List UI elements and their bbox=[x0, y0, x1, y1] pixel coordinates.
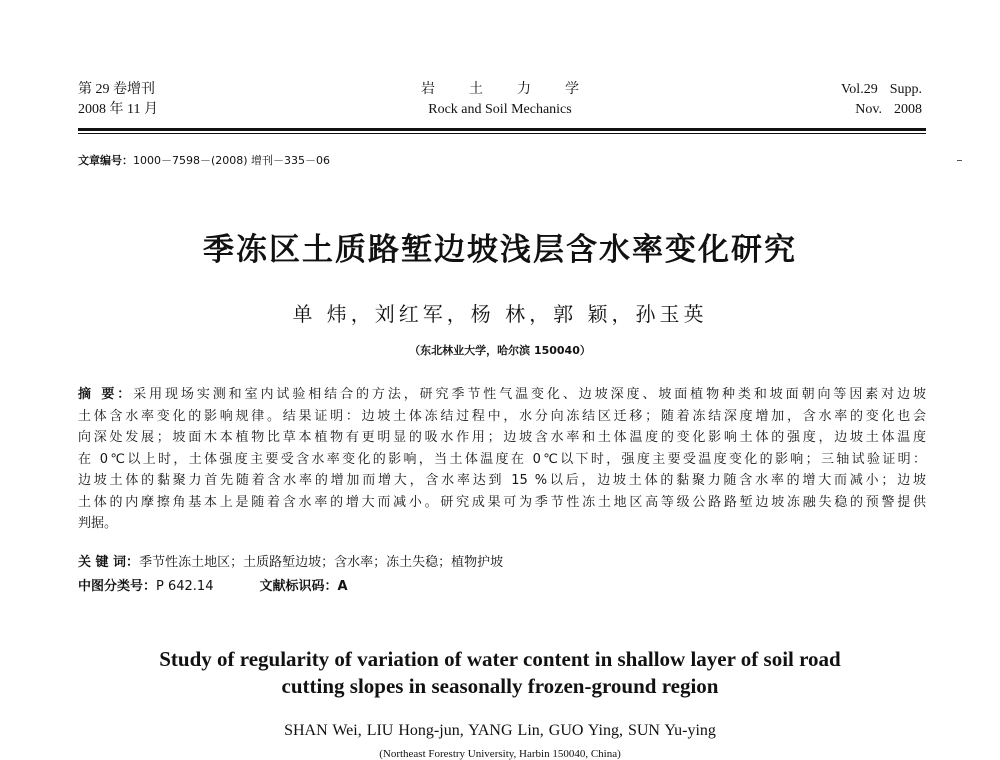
article-number-label: 文章编号： bbox=[78, 154, 133, 167]
clc-value: P 642.14 bbox=[156, 579, 214, 594]
header-issue-info bbox=[841, 80, 922, 120]
title-cn: 季冻区土质路堑边坡浅层含水率变化研究 bbox=[203, 232, 797, 268]
affiliation-en: (Northeast Forestry University, Harbin 150040, China) bbox=[379, 748, 621, 760]
abstract-line: 摘 要：采用现场实测和室内试验相结合的方法，研究季节性气温变化、边坡深度、坡面植物种类和坡面朝向等因素对边坡 bbox=[78, 387, 926, 402]
header-rule-thick bbox=[78, 128, 926, 131]
header-volume-cn: 第 29 卷增刊 bbox=[78, 82, 155, 97]
article-number bbox=[78, 152, 330, 168]
keywords bbox=[78, 551, 503, 570]
header-journal-name bbox=[300, 80, 700, 120]
title-en-line2: cutting slopes in seasonally frozen-ground region bbox=[281, 674, 719, 698]
doc-code-value: A bbox=[337, 579, 348, 594]
abstract-line: 在 0℃以上时，土体强度主要受含水率变化的影响，当土体温度在 0℃以下时，强度主要受温度变化的影响；三轴试验证明： bbox=[78, 451, 926, 467]
header-date-cn: 2008 年 11 月 bbox=[78, 102, 158, 117]
header-volume-info bbox=[78, 80, 158, 120]
header-month-en: Nov. bbox=[855, 102, 882, 117]
header-rule-thin bbox=[78, 133, 926, 134]
header-journal-en: Rock and Soil Mechanics bbox=[428, 102, 572, 117]
header-year-en: 2008 bbox=[894, 102, 922, 117]
header-journal-cn: 岩土力学 bbox=[421, 82, 613, 97]
keywords-value: 季节性冻土地区；土质路堑边坡；含水率；冻土失稳；植物护坡 bbox=[139, 555, 504, 570]
title-en-line1: Study of regularity of variation of water content in shallow layer of soil road bbox=[159, 647, 841, 671]
title-en bbox=[0, 646, 1000, 700]
abstract-line: 判据。 bbox=[78, 516, 118, 531]
abstract-cn bbox=[78, 384, 926, 535]
authors-en: SHAN Wei, LIU Hong-jun, YANG Lin, GUO Ying, SUN Yu-ying bbox=[284, 722, 716, 739]
classification bbox=[78, 575, 348, 594]
abstract-line: 土体的内摩擦角基本上是随着含水率的增大而减小。研究成果可为季节性冻土地区高等级公路路堑边坡冻融失稳的预警提供 bbox=[78, 494, 926, 510]
article-number-value: 1000－7598－(2008) 增刊－335－06 bbox=[133, 154, 331, 167]
clc-label: 中图分类号： bbox=[78, 579, 157, 594]
doc-code-label: 文献标识码： bbox=[259, 579, 338, 594]
abstract-line: 土体含水率变化的影响规律。结果证明：边坡土体冻结过程中，水分向冻结区迁移；随着冻结深度增加，含水率的变化也会 bbox=[78, 408, 926, 424]
abstract-label: 摘 要： bbox=[78, 387, 134, 402]
abstract-line: 边坡土体的黏聚力首先随着含水率的增加而增大，含水率达到 15 %以后，边坡土体的黏聚力随含水率的增大而减小；边坡 bbox=[78, 473, 926, 488]
authors-cn: 单 炜，刘红军，杨 林，郭 颖，孙玉英 bbox=[292, 302, 708, 326]
keywords-label: 关 键 词： bbox=[78, 555, 140, 570]
header-vol-en: Vol.29 bbox=[841, 82, 878, 97]
affiliation-cn: （东北林业大学，哈尔滨 150040） bbox=[409, 344, 591, 357]
abstract-line: 向深处发展；坡面木本植物比草本植物有更明显的吸水作用；边坡含水率和土体温度的变化影响土体的强度，边坡土体温度 bbox=[78, 430, 926, 445]
edge-mark bbox=[957, 160, 962, 161]
header-supp-en: Supp. bbox=[889, 82, 922, 97]
